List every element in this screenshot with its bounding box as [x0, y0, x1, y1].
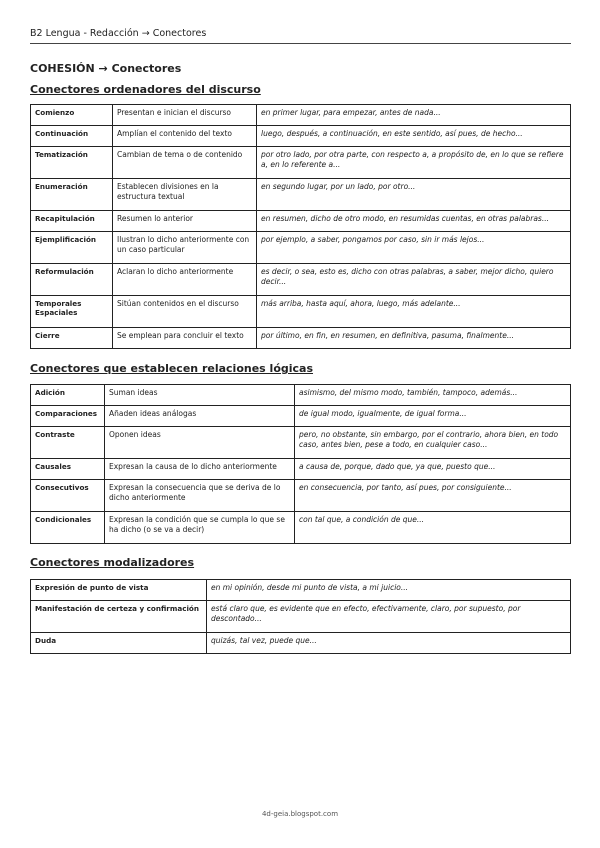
connector-name-cell: Causales [31, 459, 105, 480]
connector-desc-cell: Resumen lo anterior [113, 211, 257, 232]
table-row [31, 296, 571, 328]
connector-examples-cell: más arriba, hasta aquí, ahora, luego, más adelante... [257, 296, 571, 328]
connector-name-cell: Manifestación de certeza y confirmación [31, 601, 207, 633]
table-row [31, 459, 571, 480]
connector-examples-cell: en primer lugar, para empezar, antes de nada... [257, 105, 571, 126]
table-row [31, 232, 571, 264]
connector-desc-cell: Oponen ideas [105, 427, 295, 459]
table-row [31, 147, 571, 179]
connector-desc-cell: Se emplean para concluir el texto [113, 328, 257, 349]
section-title-ordenadores: Conectores ordenadores del discurso [30, 83, 261, 96]
table-row [31, 633, 571, 654]
page-header: B2 Lengua - Redacción → Conectores [30, 28, 571, 44]
connector-desc-cell: Expresan la causa de lo dicho anteriormente [105, 459, 295, 480]
connector-desc-cell: Amplían el contenido del texto [113, 126, 257, 147]
connector-name-cell: Enumeración [31, 179, 113, 211]
table-row [31, 179, 571, 211]
table-row [31, 601, 571, 633]
table-row [31, 264, 571, 296]
page-footer: 4d-geia.blogspot.com [261, 810, 339, 818]
connector-examples-cell: por otro lado, por otra parte, con respecto a, a propósito de, en lo que se refiere a, en lo referente a... [257, 147, 571, 179]
connector-name-cell: Ejemplificación [31, 232, 113, 264]
connector-desc-cell: Cambian de tema o de contenido [113, 147, 257, 179]
connector-desc-cell: Sitúan contenidos en el discurso [113, 296, 257, 328]
connector-desc-cell: Expresan la consecuencia que se deriva de lo dicho anteriormente [105, 480, 295, 512]
connector-examples-cell: asimismo, del mismo modo, también, tampoco, además... [295, 385, 571, 406]
connector-name-cell: Tematización [31, 147, 113, 179]
connector-name-cell: Comienzo [31, 105, 113, 126]
page-title: COHESIÓN → Conectores [30, 62, 182, 75]
connector-examples-cell: en resumen, dicho de otro modo, en resumidas cuentas, en otras palabras... [257, 211, 571, 232]
connector-name-cell: Expresión de punto de vista [31, 580, 207, 601]
connector-name-cell: Reformulación [31, 264, 113, 296]
table-row [31, 480, 571, 512]
connector-examples-cell: luego, después, a continuación, en este sentido, así pues, de hecho... [257, 126, 571, 147]
table-row [31, 406, 571, 427]
connector-name-cell: Contraste [31, 427, 105, 459]
table-row [31, 385, 571, 406]
connector-examples-cell: a causa de, porque, dado que, ya que, puesto que... [295, 459, 571, 480]
connector-name-cell: Duda [31, 633, 207, 654]
table-row [31, 427, 571, 459]
connector-name-cell: Condicionales [31, 512, 105, 544]
connector-examples-cell: en consecuencia, por tanto, así pues, por consiguiente... [295, 480, 571, 512]
connector-name-cell: Consecutivos [31, 480, 105, 512]
table-row [31, 126, 571, 147]
connector-name-cell: Cierre [31, 328, 113, 349]
connector-desc-cell: Ilustran lo dicho anteriormente con un caso particular [113, 232, 257, 264]
connector-examples-cell: con tal que, a condición de que... [295, 512, 571, 544]
connector-examples-cell: pero, no obstante, sin embargo, por el contrario, ahora bien, en todo caso, antes bien, pese a todo, en cualquier caso... [295, 427, 571, 459]
connector-examples-cell: quizás, tal vez, puede que... [207, 633, 571, 654]
connector-name-cell: Continuación [31, 126, 113, 147]
connector-desc-cell: Establecen divisiones en la estructura textual [113, 179, 257, 211]
section-title-modalizadores: Conectores modalizadores [30, 556, 195, 569]
table-row [31, 512, 571, 544]
table-row [31, 105, 571, 126]
connector-examples-cell: está claro que, es evidente que en efecto, efectivamente, claro, por supuesto, por descontado... [207, 601, 571, 633]
section-title-logicas: Conectores que establecen relaciones lógicas [30, 362, 314, 375]
table-row [31, 211, 571, 232]
table-row [31, 328, 571, 349]
connector-examples-cell: en segundo lugar, por un lado, por otro... [257, 179, 571, 211]
table-logicas [30, 384, 571, 544]
table-modalizadores [30, 579, 571, 654]
connector-desc-cell: Añaden ideas análogas [105, 406, 295, 427]
table-row [31, 580, 571, 601]
connector-desc-cell: Presentan e inician el discurso [113, 105, 257, 126]
connector-name-cell: Adición [31, 385, 105, 406]
connector-examples-cell: en mi opinión, desde mi punto de vista, a mi juicio... [207, 580, 571, 601]
connector-desc-cell: Expresan la condición que se cumpla lo que se ha dicho (o se va a decir) [105, 512, 295, 544]
connector-examples-cell: es decir, o sea, esto es, dicho con otras palabras, a saber, mejor dicho, quiero decir... [257, 264, 571, 296]
connector-name-cell: Recapitulación [31, 211, 113, 232]
connector-examples-cell: de igual modo, igualmente, de igual forma... [295, 406, 571, 427]
connector-examples-cell: por último, en fin, en resumen, en definitiva, pasuma, finalmente... [257, 328, 571, 349]
connector-examples-cell: por ejemplo, a saber, pongamos por caso, sin ir más lejos... [257, 232, 571, 264]
table-ordenadores [30, 104, 571, 349]
connector-name-cell: Temporales Espaciales [31, 296, 113, 328]
connector-name-cell: Comparaciones [31, 406, 105, 427]
connector-desc-cell: Aclaran lo dicho anteriormente [113, 264, 257, 296]
connector-desc-cell: Suman ideas [105, 385, 295, 406]
